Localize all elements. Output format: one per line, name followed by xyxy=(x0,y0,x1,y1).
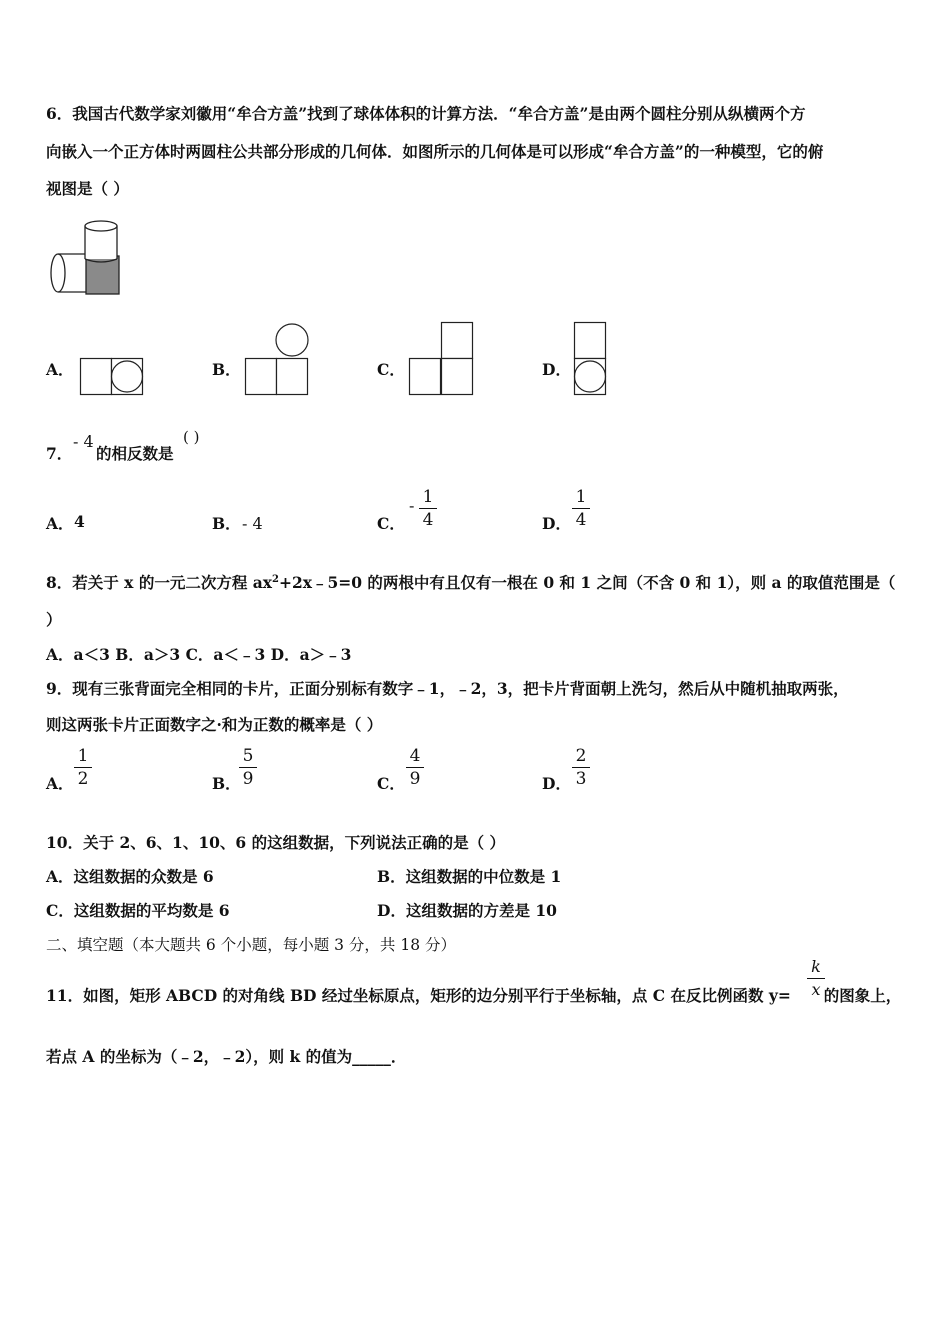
q7-option-c-denominator: 4 xyxy=(422,510,434,530)
q11-fraction xyxy=(807,957,825,1000)
q7-option-c-label[interactable]: C． xyxy=(377,514,405,533)
q7-option-c-sign[interactable]: - xyxy=(409,496,415,515)
q9-line-2: 则这两张卡片正面数字之·和为正数的概率是（ ） xyxy=(46,715,383,734)
q9-option-c-denominator: 9 xyxy=(409,769,421,789)
q9-option-c-numerator: 4 xyxy=(409,746,421,766)
q6-option-b-figure[interactable] xyxy=(245,322,309,395)
q7-option-a-value[interactable]: 4 xyxy=(74,512,85,531)
q9-option-b-fraction[interactable] xyxy=(239,746,257,789)
q7-option-b-value[interactable]: - 4 xyxy=(242,514,263,533)
q8-superscript: 2 xyxy=(272,573,279,585)
q7-option-d-fraction[interactable] xyxy=(572,487,590,530)
q10-option-d[interactable]: D．这组数据的方差是 10 xyxy=(377,901,557,920)
q11-line-1 xyxy=(46,984,901,1006)
q10-option-a[interactable]: A．这组数据的众数是 6 xyxy=(46,867,214,886)
q8-line-1 xyxy=(46,571,895,593)
q7-option-b-label[interactable]: B． xyxy=(212,514,241,533)
fraction-bar xyxy=(419,508,437,509)
q8-line-1-pre: 8．若关于 x 的一元二次方程 ax xyxy=(46,573,272,592)
q9-option-d-numerator: 2 xyxy=(575,746,587,766)
q6-line-2: 向嵌入一个正方体时两圆柱公共部分形成的几何体．如图所示的几何体是可以形成“牟合方盖”的一种模型，它的俯 xyxy=(46,142,824,161)
q11-line-2: 若点 A 的坐标为（﹣2，﹣2），则 k 的值为_____． xyxy=(46,1047,407,1066)
q6-option-a-label[interactable]: A． xyxy=(46,360,74,379)
q7-value: - 4 xyxy=(73,432,94,451)
fraction-bar xyxy=(74,767,92,768)
q9-option-a-denominator: 2 xyxy=(77,769,89,789)
q9-line-1: 9．现有三张背面完全相同的卡片，正面分别标有数字﹣1，﹣2，3，把卡片背面朝上洗匀，然后从中随机抽取两张， xyxy=(46,679,849,698)
q9-option-b-numerator: 5 xyxy=(242,746,254,766)
q9-option-b-denominator: 9 xyxy=(242,769,254,789)
q6-option-a-figure[interactable] xyxy=(80,358,144,395)
q7-stem-text: 的相反数是 xyxy=(96,444,174,463)
q6-option-c-label[interactable]: C． xyxy=(377,360,405,379)
q6-model-figure xyxy=(46,218,126,298)
q9-option-a-label[interactable]: A． xyxy=(46,774,74,793)
q11-line-1-pre: 11．如图，矩形 ABCD 的对角线 BD 经过坐标原点，矩形的边分别平行于坐标轴，点 C 在反比例函数 y= xyxy=(46,986,791,1005)
q8-options[interactable]: A．a＜3 B．a＞3 C．a＜﹣3 D．a＞﹣3 xyxy=(46,645,352,664)
q8-line-1-post: +2x﹣5=0 的两根中有且仅有一根在 0 和 1 之间（不含 0 和 1），则 a 的取值范围是（ xyxy=(278,573,896,592)
q11-fraction-numerator: k xyxy=(811,957,821,976)
q9-option-b-label[interactable]: B． xyxy=(212,774,241,793)
q7-option-d-label[interactable]: D． xyxy=(542,514,571,533)
q9-option-a-numerator: 1 xyxy=(77,746,89,766)
q9-option-c-label[interactable]: C． xyxy=(377,774,405,793)
q7-option-d-denominator: 4 xyxy=(575,510,587,530)
q7-answer-paren: ( ) xyxy=(183,428,200,446)
q11-line-1-post: 的图象上， xyxy=(823,986,902,1005)
fraction-bar xyxy=(239,767,257,768)
q6-line-3: 视图是（ ） xyxy=(46,179,129,198)
q9-option-d-denominator: 3 xyxy=(575,769,587,789)
q6-option-c-figure[interactable] xyxy=(409,322,473,395)
q11-fraction-denominator: x xyxy=(811,980,821,999)
fraction-bar xyxy=(572,767,590,768)
q7-option-c-fraction[interactable] xyxy=(419,487,437,530)
q7-option-c-numerator: 1 xyxy=(422,487,434,507)
q9-option-a-fraction[interactable] xyxy=(74,746,92,789)
section-heading: 二、填空题（本大题共 6 个小题，每小题 3 分，共 18 分） xyxy=(46,936,457,954)
q6-option-d-figure[interactable] xyxy=(574,322,607,395)
q10-stem: 10．关于 2、6、1、10、6 的这组数据，下列说法正确的是（ ） xyxy=(46,833,505,852)
q9-option-d-fraction[interactable] xyxy=(572,746,590,789)
fraction-bar xyxy=(807,978,825,979)
fraction-bar xyxy=(406,767,424,768)
q9-option-c-fraction[interactable] xyxy=(406,746,424,789)
q7-number: 7． xyxy=(46,444,73,463)
q7-option-a-label[interactable]: A． xyxy=(46,514,74,533)
q6-option-b-label[interactable]: B． xyxy=(212,360,241,379)
q6-line-1: 6．我国古代数学家刘徽用“牟合方盖”找到了球体体积的计算方法．“牟合方盖”是由两个圆柱分别从纵横两个方 xyxy=(46,104,806,123)
q6-option-d-label[interactable]: D． xyxy=(542,360,571,379)
q10-option-c[interactable]: C．这组数据的平均数是 6 xyxy=(46,901,230,920)
q9-option-d-label[interactable]: D． xyxy=(542,774,571,793)
q10-option-b[interactable]: B．这组数据的中位数是 1 xyxy=(377,867,562,886)
q8-line-2: ） xyxy=(46,610,62,629)
fraction-bar xyxy=(572,508,590,509)
q7-option-d-numerator: 1 xyxy=(575,487,587,507)
